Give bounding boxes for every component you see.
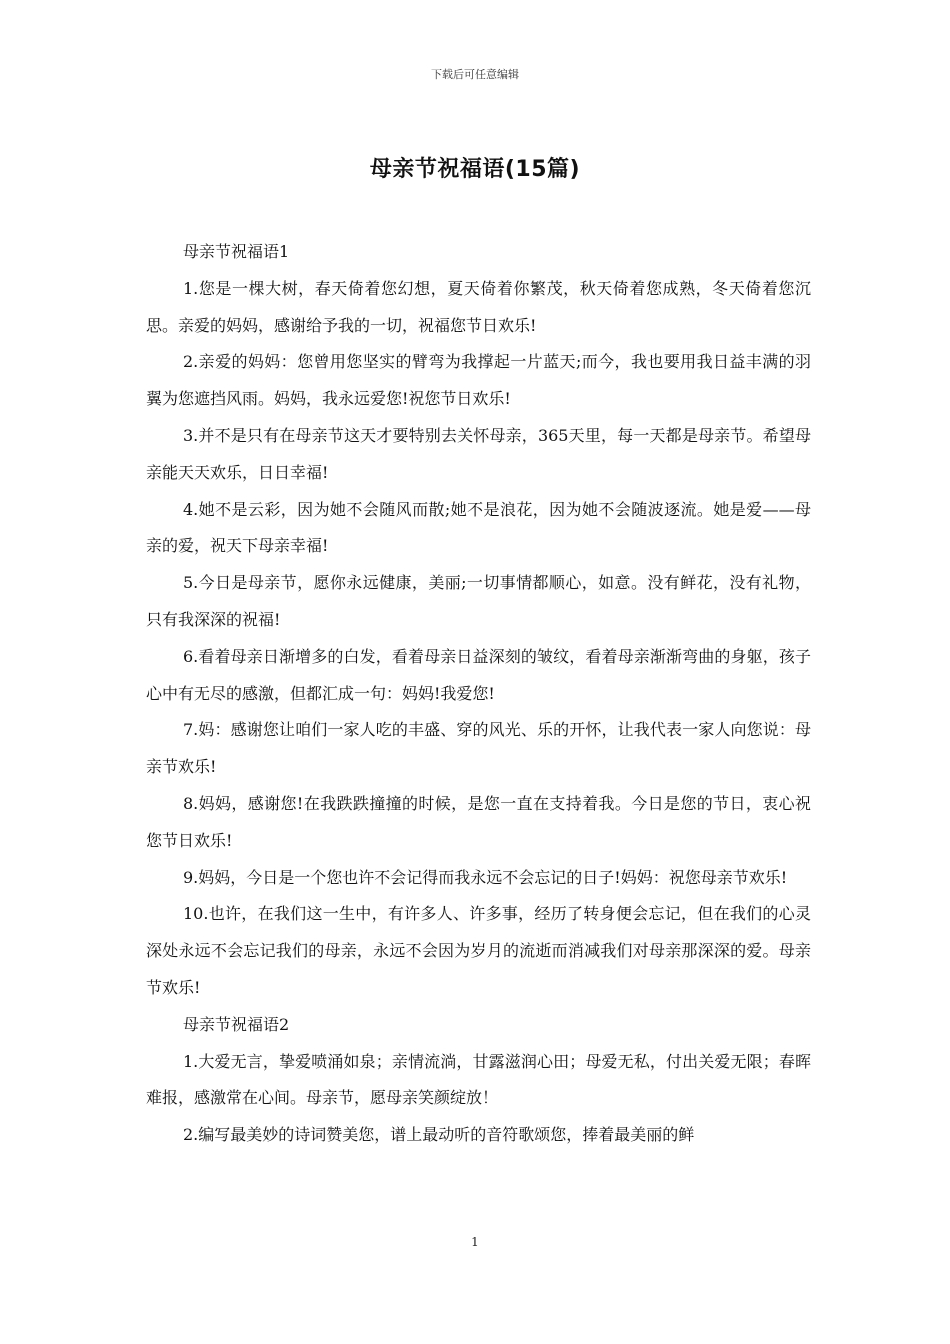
paragraph: 9.妈妈，今日是一个您也许不会记得而我永远不会忘记的日子!妈妈：祝您母亲节欢乐!: [183, 867, 788, 887]
page-number: 1: [471, 1235, 479, 1249]
paragraph: 8.妈妈，感谢您!在我跌跌撞撞的时候，是您一直在支持着我。今日是您的节日，衷心祝您节日欢乐!: [146, 793, 811, 850]
document-title: 母亲节祝福语(15篇): [369, 157, 581, 182]
paragraph: 7.妈：感谢您让咱们一家人吃的丰盛、穿的风光、乐的开怀，让我代表一家人向您说：母亲节欢乐!: [146, 720, 811, 777]
paragraph: 10.也许，在我们这一生中，有许多人、许多事，经历了转身便会忘记，但在我们的心灵深处永远不会忘记我们的母亲，永远不会因为岁月的流逝而消减我们对母亲那深深的爱。母亲节欢乐!: [146, 904, 811, 997]
document-body: [146, 234, 811, 1154]
section-heading: 母亲节祝福语2: [183, 1014, 290, 1034]
paragraph: 6.看着母亲日渐增多的白发，看着母亲日益深刻的皱纹，看着母亲渐渐弯曲的身躯，孩子心中有无尽的感激，但都汇成一句：妈妈!我爱您!: [146, 646, 811, 703]
paragraph: 4.她不是云彩，因为她不会随风而散;她不是浪花，因为她不会随波逐流。她是爱——母亲的爱，祝天下母亲幸福!: [146, 499, 811, 556]
paragraph: 5.今日是母亲节，愿你永远健康，美丽;一切事情都顺心，如意。没有鲜花，没有礼物，只有我深深的祝福!: [146, 573, 811, 629]
page-header: 下载后可任意编辑: [431, 68, 519, 81]
paragraph: 2.编写最美妙的诗词赞美您，谱上最动听的音符歌颂您，捧着最美丽的鲜: [183, 1125, 695, 1145]
paragraph: 2.亲爱的妈妈：您曾用您坚实的臂弯为我撑起一片蓝天;而今，我也要用我日益丰满的羽翼为您遮挡风雨。妈妈，我永远爱您!祝您节日欢乐!: [146, 352, 811, 409]
section-heading: 母亲节祝福语1: [183, 242, 290, 261]
paragraph: 3.并不是只有在母亲节这天才要特别去关怀母亲，365天里，每一天都是母亲节。希望母亲能天天欢乐，日日幸福!: [146, 425, 811, 482]
paragraph: 1.大爱无言，挚爱喷涌如泉；亲情流淌，甘露滋润心田；母爱无私，付出关爱无限；春晖难报，感激常在心间。母亲节，愿母亲笑颜绽放！: [146, 1051, 811, 1108]
paragraph: 1.您是一棵大树，春天倚着您幻想，夏天倚着你繁茂，秋天倚着您成熟，冬天倚着您沉思。亲爱的妈妈，感谢给予我的一切，祝福您节日欢乐!: [146, 278, 811, 335]
